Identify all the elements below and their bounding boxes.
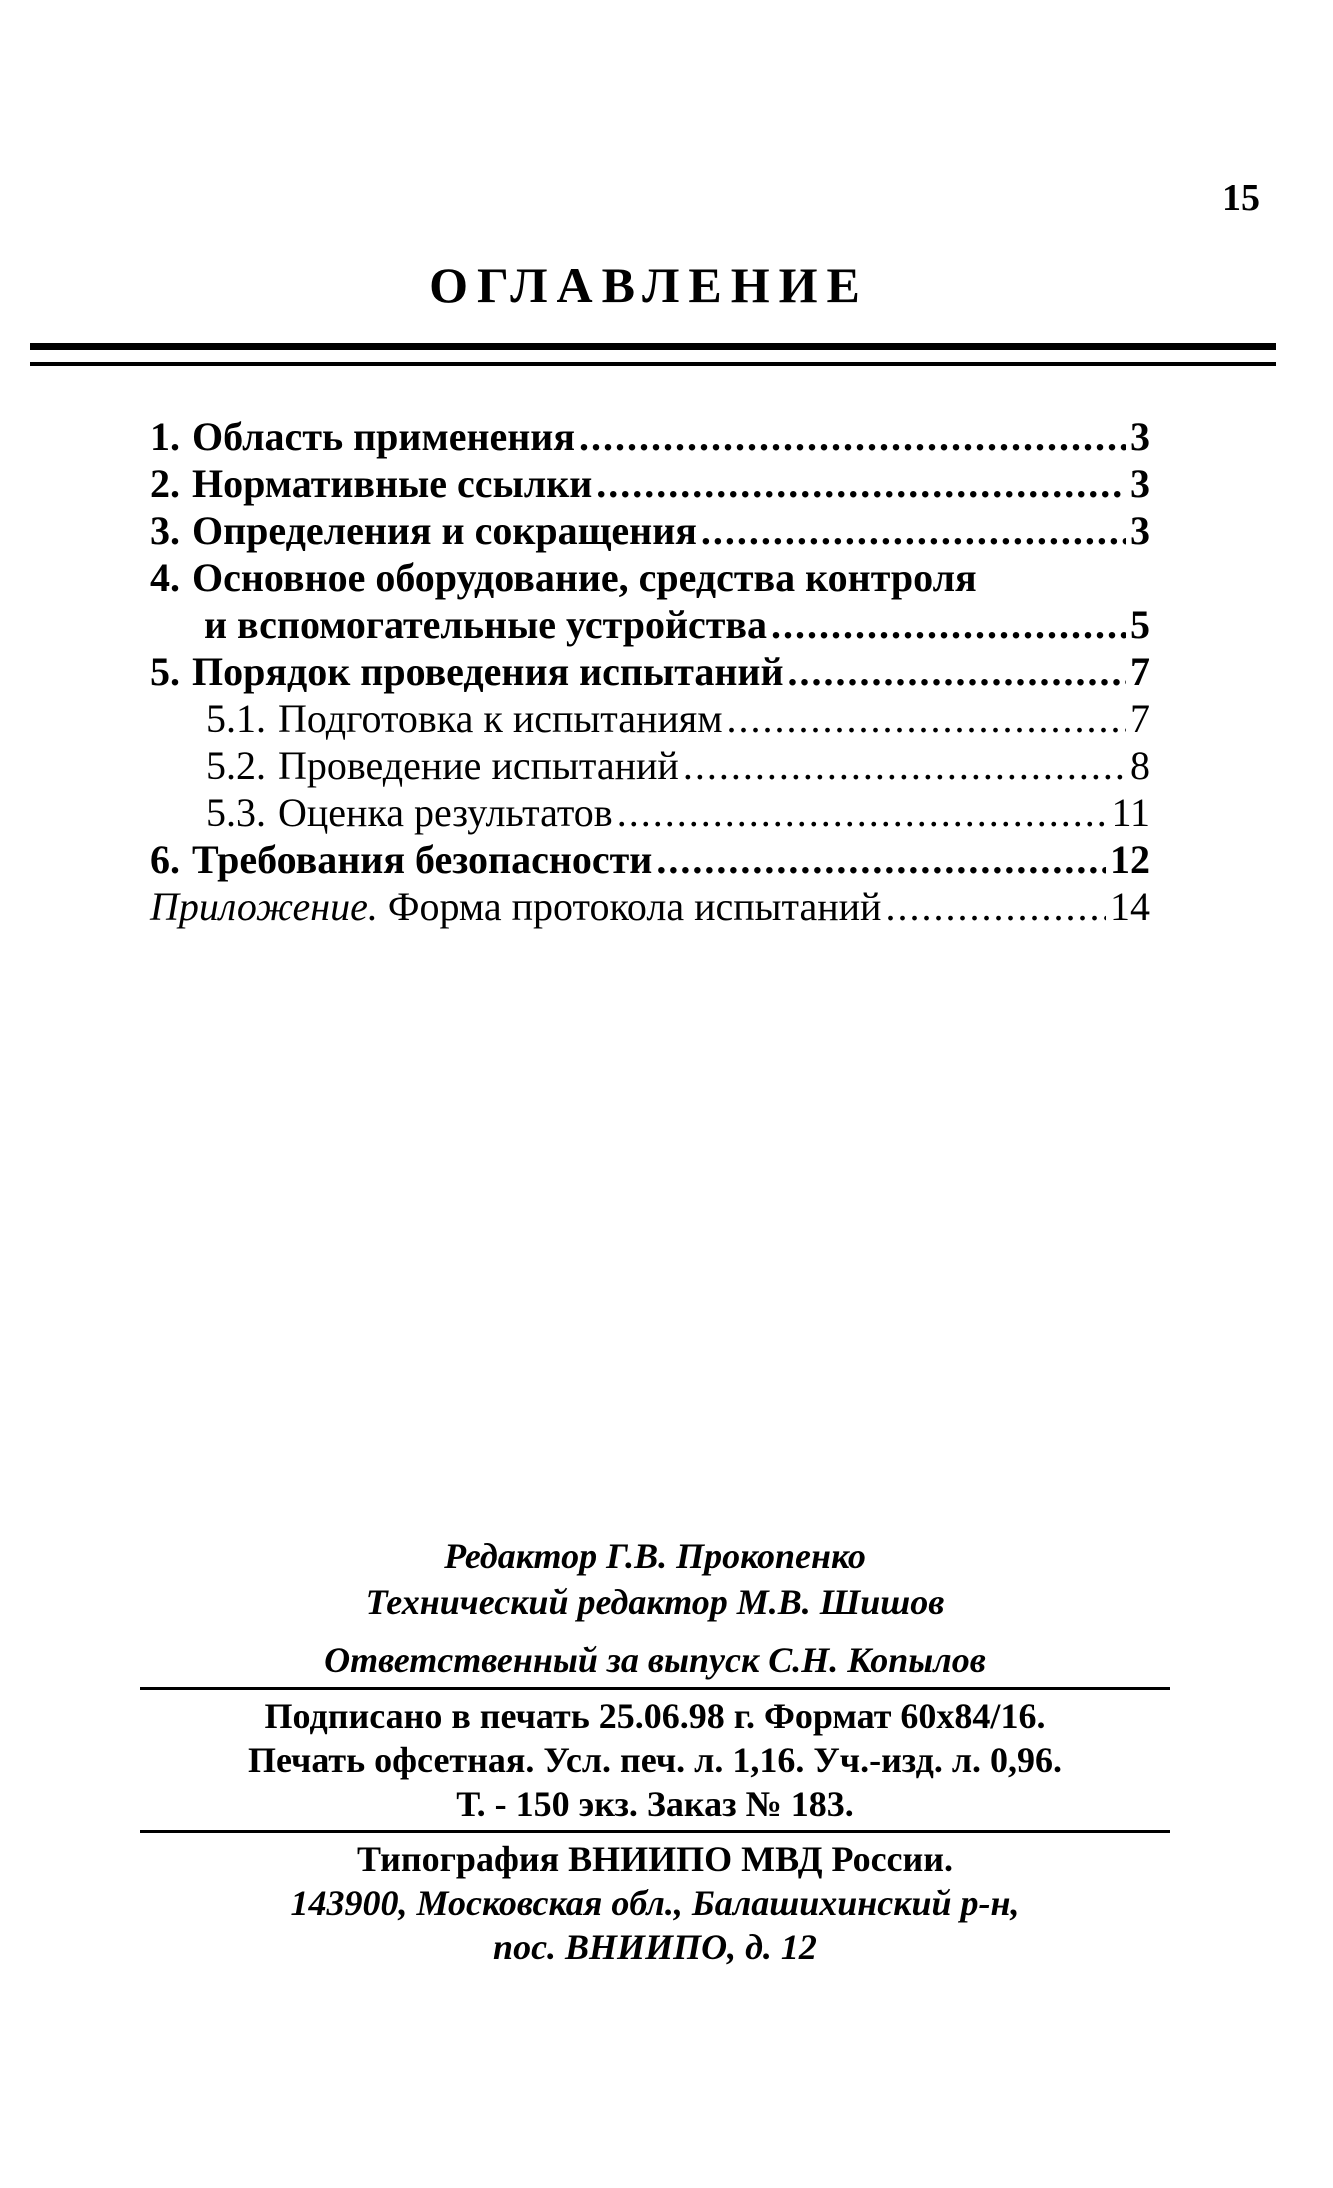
responsible-credit: Ответственный за выпуск С.Н. Копылов	[324, 1640, 986, 1680]
title-rule-thick	[30, 343, 1276, 350]
toc-entry-5[interactable]	[150, 649, 1150, 696]
toc-entry-1[interactable]	[150, 414, 1150, 461]
toc-dot-leader	[617, 790, 1108, 836]
toc-entry-number: 2.	[150, 461, 180, 506]
toc-entry-number: 3.	[150, 508, 180, 553]
toc-entry-title: Проведение испытаний	[278, 743, 679, 788]
toc-entry-page: 5	[1130, 602, 1150, 647]
toc-dot-leader	[596, 461, 1126, 507]
toc-entry-page: 14	[1110, 884, 1150, 929]
toc-dot-leader	[701, 508, 1126, 554]
signed-to-print: Подписано в печать 25.06.98 г. Формат 60х84/16.	[264, 1696, 1046, 1736]
editor-credit: Редактор Г.В. Прокопенко	[444, 1536, 866, 1576]
toc-entry-page: 3	[1130, 508, 1150, 553]
toc-entry-2[interactable]	[150, 461, 1150, 508]
toc-dot-leader	[885, 884, 1106, 930]
toc-entry-title-continued: и вспомогательные устройства	[204, 602, 768, 647]
print-run: Т. - 150 экз. Заказ № 183.	[456, 1784, 854, 1824]
toc-entry-5-3[interactable]	[150, 790, 1150, 837]
toc-dot-leader	[656, 837, 1106, 883]
print-details: Печать офсетная. Усл. печ. л. 1,16. Уч.-изд. л. 0,96.	[247, 1740, 1063, 1780]
page-number: 15	[1222, 177, 1260, 219]
toc-entry-4-line1[interactable]	[150, 555, 1150, 602]
tech-editor-credit: Технический редактор М.В. Шишов	[365, 1582, 945, 1622]
toc-entry-3[interactable]	[150, 508, 1150, 555]
toc-entry-title: Область применения	[192, 414, 575, 459]
toc-dot-leader	[727, 696, 1126, 742]
toc-entry-title: Нормативные ссылки	[192, 461, 593, 506]
toc-dot-leader	[579, 414, 1126, 460]
toc-entry-page: 3	[1130, 414, 1150, 459]
toc-entry-5-2[interactable]	[150, 743, 1150, 790]
toc-dot-leader	[771, 602, 1126, 648]
toc-entry-6[interactable]	[150, 837, 1150, 884]
toc-entry-page: 12	[1110, 837, 1150, 882]
toc-entry-page: 3	[1130, 461, 1150, 506]
title-rule-thin	[30, 362, 1276, 366]
table-of-contents	[150, 414, 1150, 931]
toc-entry-title: Оценка результатов	[278, 790, 613, 835]
imprint-rule-top	[140, 1687, 1170, 1690]
toc-entry-appendix[interactable]	[150, 884, 1150, 931]
toc-entry-number: 5.3.	[206, 790, 266, 835]
toc-appendix-label: Приложение.	[150, 884, 378, 929]
page-title: ОГЛАВЛЕНИЕ	[429, 257, 869, 313]
toc-entry-number: 5.	[150, 649, 180, 694]
printer-name: Типография ВНИИПО МВД России.	[356, 1839, 954, 1879]
toc-entry-number: 4.	[150, 555, 180, 600]
imprint-block	[140, 1533, 1170, 1969]
toc-entry-title: Определения и сокращения	[192, 508, 697, 553]
toc-entry-page: 11	[1111, 790, 1150, 835]
toc-entry-page: 7	[1130, 649, 1150, 694]
toc-entry-title: Основное оборудование, средства контроля	[192, 555, 977, 600]
toc-entry-page: 8	[1130, 743, 1150, 788]
toc-entry-page: 7	[1130, 696, 1150, 741]
printer-address-line1: 143900, Московская обл., Балашихинский р-н,	[290, 1883, 1020, 1923]
toc-entry-number: 6.	[150, 837, 180, 882]
toc-entry-4-line2[interactable]	[150, 602, 1150, 649]
toc-entry-number: 1.	[150, 414, 180, 459]
toc-entry-title: Требования безопасности	[192, 837, 653, 882]
toc-entry-title: Порядок проведения испытаний	[192, 649, 784, 694]
toc-entry-number: 5.2.	[206, 743, 266, 788]
toc-dot-leader	[787, 649, 1126, 695]
toc-entry-title: Форма протокола испытаний	[387, 884, 882, 929]
toc-entry-number: 5.1.	[206, 696, 266, 741]
imprint-rule-bottom	[140, 1830, 1170, 1833]
toc-entry-title: Подготовка к испытаниям	[278, 696, 723, 741]
toc-dot-leader	[683, 743, 1126, 789]
toc-entry-5-1[interactable]	[150, 696, 1150, 743]
printer-address-line2: пос. ВНИИПО, д. 12	[493, 1927, 817, 1967]
